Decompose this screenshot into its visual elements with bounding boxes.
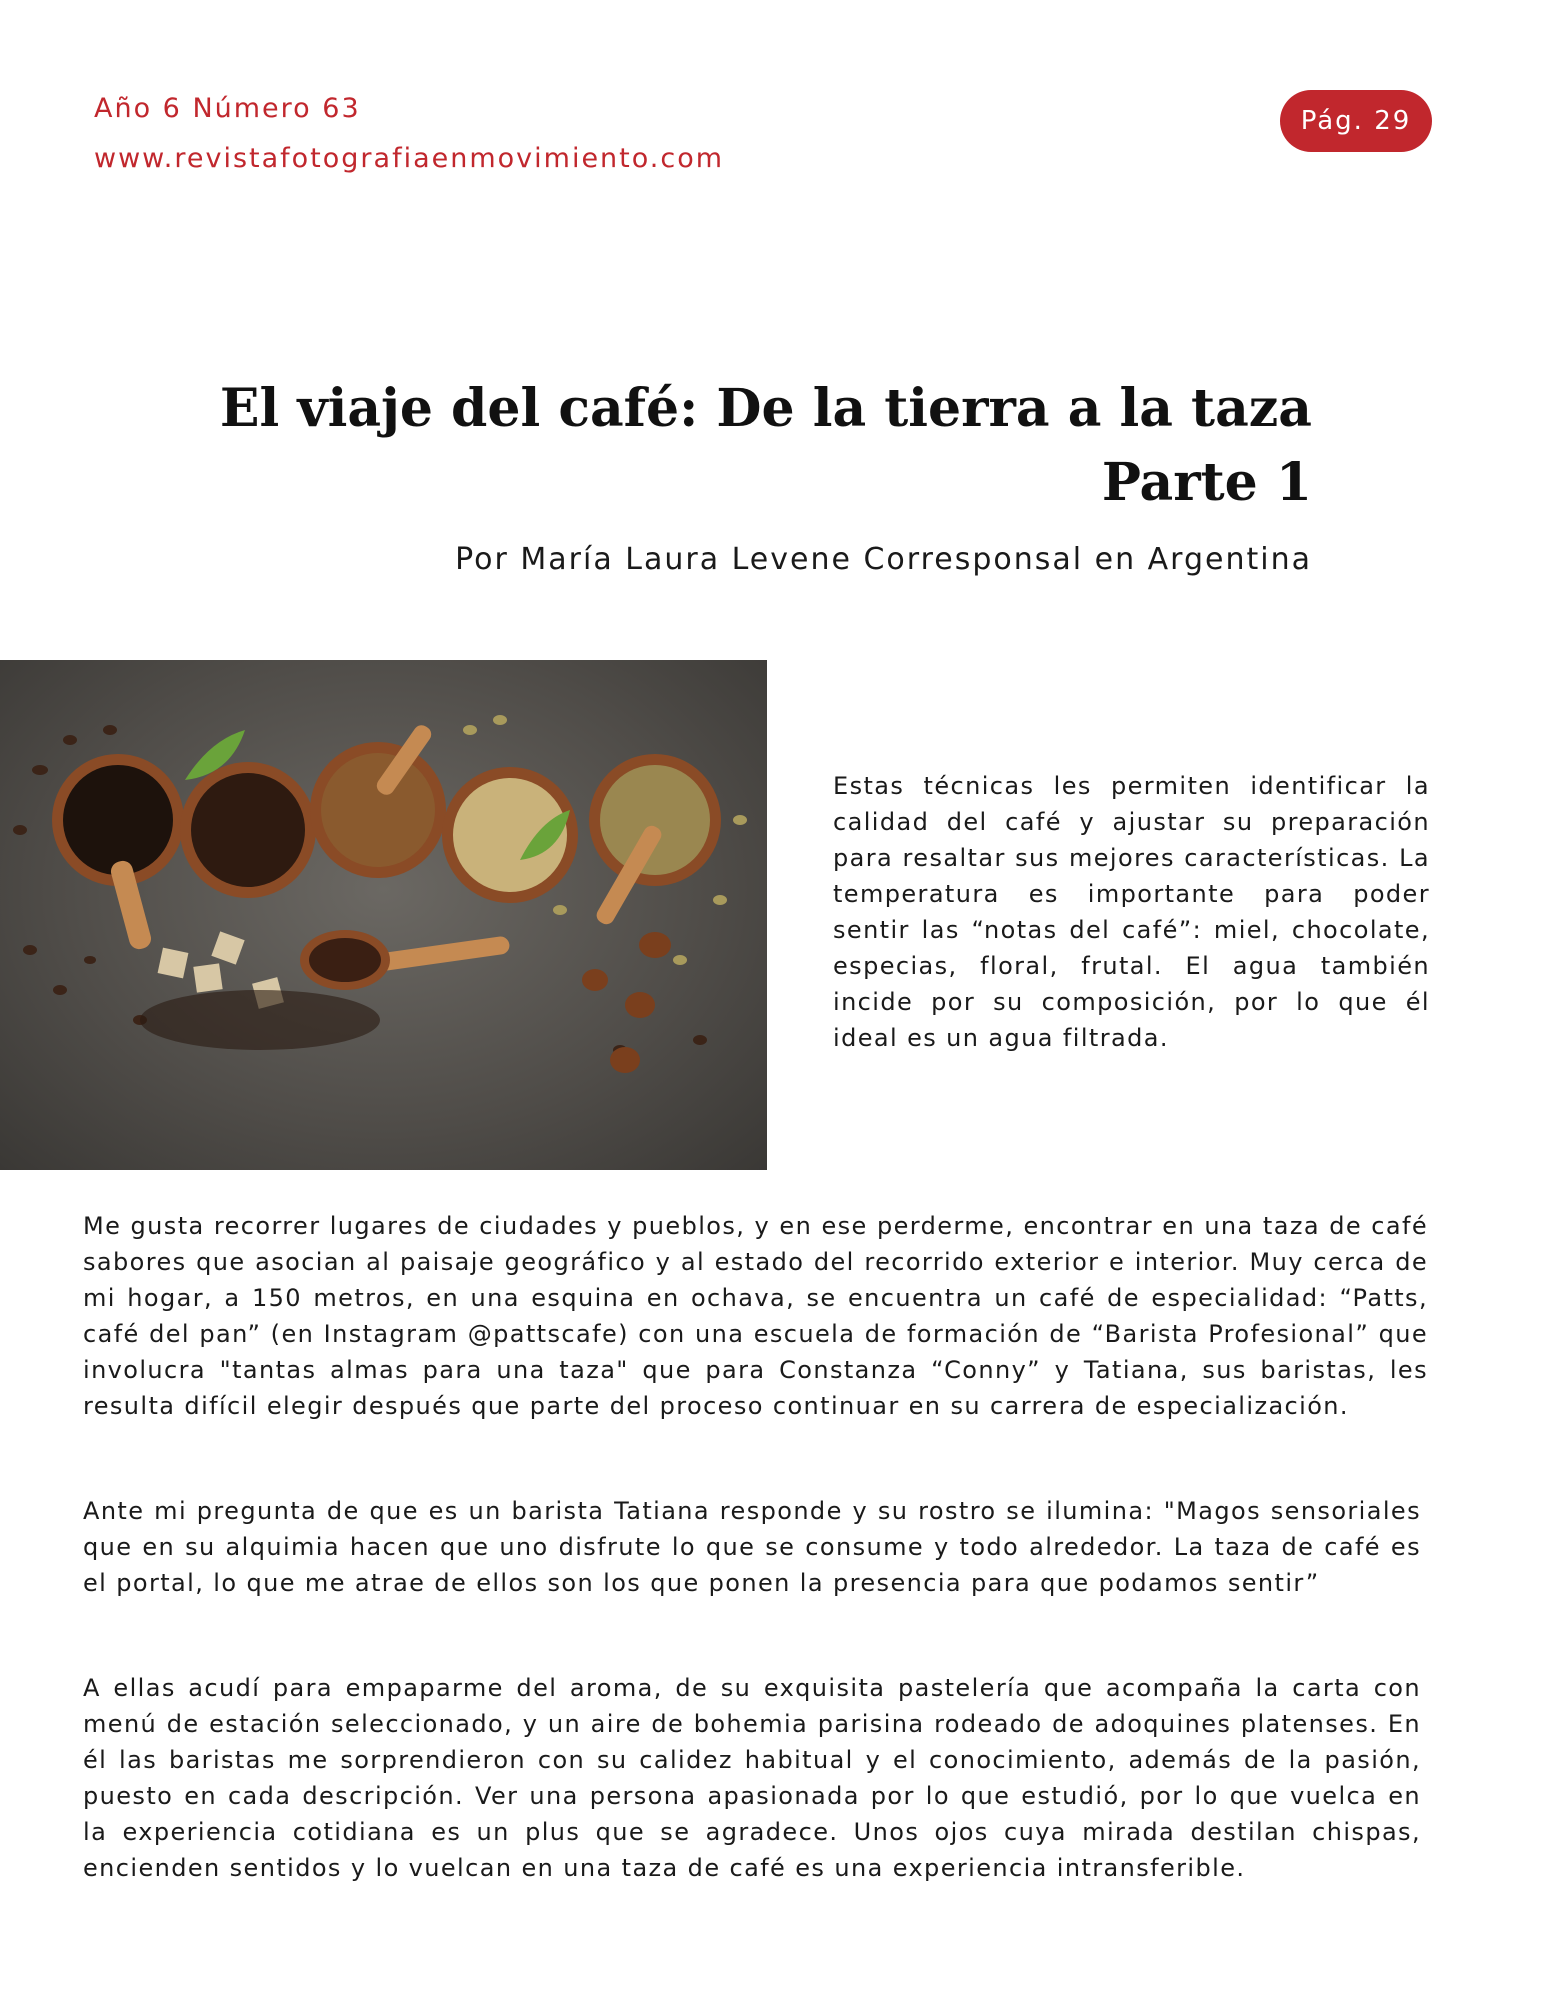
issue-header <box>94 84 724 184</box>
website-url[interactable]: www.revistafotografiaenmovimiento.com <box>94 143 725 174</box>
byline: Por María Laura Levene Corresponsal en Argentina <box>455 542 1312 577</box>
title-line-1: El viaje del café: De la tierra a la taza <box>219 378 1312 439</box>
coffee-bowls-illustration <box>0 660 767 1170</box>
body-paragraph-1: Me gusta recorrer lugares de ciudades y pueblos, y en ese perderme, encontrar en una taza de café sabores que asocian al paisaje geográfico y al estado del recorrido exterior e interior. Muy cerca de mi hogar, a 150 metros, en una esquina en ochava, se encuentra un café de especialidad: “Patts, café del pan” (en Instagram @pattscafe) con una escuela de formación de “Barista Profesional” que involucra "tantas almas para una taza" que para Constanza “Conny” y Tatiana, sus baristas, les resulta difícil elegir después que parte del proceso continuar en su carrera de especialización. <box>83 1212 1428 1420</box>
issue-number: Año 6 Número 63 <box>94 93 361 124</box>
title-line-2: Parte 1 <box>1101 452 1312 513</box>
body-paragraph-2: Ante mi pregunta de que es un barista Tatiana responde y su rostro se ilumina: "Magos sensoriales que en su alquimia hacen que uno disfrute lo que se consume y todo alrededor. La taza de café es el portal, lo que me atrae de ellos son los que ponen la presencia para que podamos sentir” <box>83 1497 1421 1597</box>
page-number-badge: Pág. 29 <box>1280 90 1432 152</box>
body-paragraph-3: A ellas acudí para empaparme del aroma, de su exquisita pastelería que acompaña la carta con menú de estación seleccionado, y un aire de bohemia parisina rodeado de adoquines platenses. En él las baristas me sorprendieron con su calidez habitual y el conocimiento, además de la pasión, puesto en cada descripción. Ver una persona apasionada por lo que estudió, por lo que vuelca en la experiencia cotidiana es un plus que se agradece. Unos ojos cuya mirada destilan chispas, encienden sentidos y lo vuelcan en una taza de café es una experiencia intransferible. <box>83 1674 1421 1882</box>
coffee-beans-photo <box>0 660 767 1170</box>
article-title <box>220 372 1312 520</box>
side-paragraph: Estas técnicas les permiten identificar la calidad del café y ajustar su preparación para resaltar sus mejores características. La temperatura es importante para poder sentir las “notas del café”: miel, chocolate, especias, floral, frutal. El agua también incide por su composición, por lo que él ideal es un agua filtrada. <box>833 772 1430 1052</box>
